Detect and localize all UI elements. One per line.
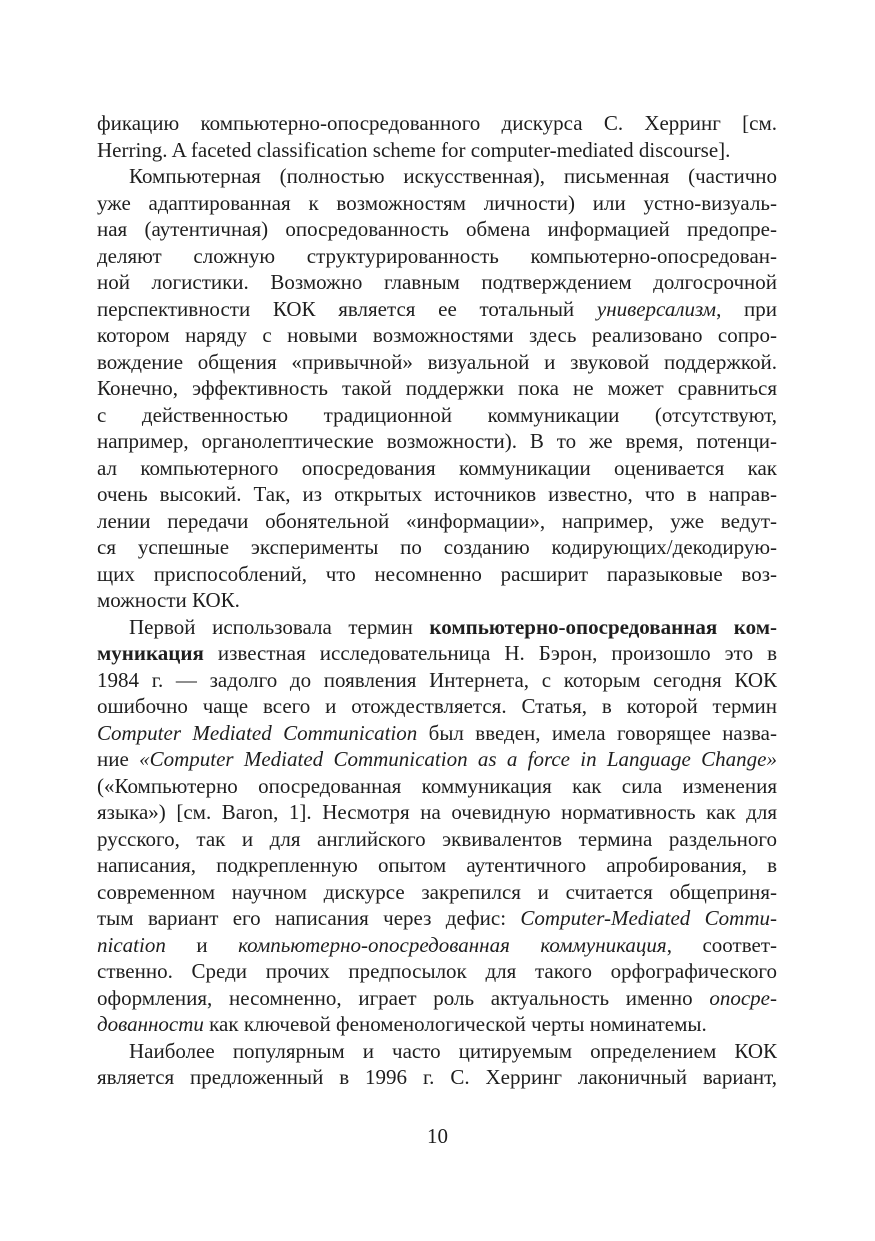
text-run: и <box>165 932 239 957</box>
text-line <box>97 243 777 270</box>
text-run: , соответ- <box>666 932 777 957</box>
text-line <box>97 1011 777 1038</box>
text-line <box>97 614 777 641</box>
text-run: ние <box>97 747 140 771</box>
text-run: котором наряду с новыми возможностями здесь реализовано сопро- <box>97 323 777 347</box>
text-run: ственно. Среди прочих предпосылок для такого орфографического <box>97 959 777 983</box>
text-run: ная (аутентичная) опосредованность обмена информацией предопре- <box>97 217 777 241</box>
text-line <box>97 349 777 376</box>
text-line <box>97 269 777 296</box>
text-line <box>97 826 777 853</box>
text-run: фикацию компьютерно-опосредованного дискурса С. Херринг [см. <box>97 111 777 135</box>
body-text <box>97 110 777 1091</box>
paragraph-definition <box>97 1038 777 1091</box>
text-line <box>97 852 777 879</box>
text-line <box>97 296 777 323</box>
text-run: Herring. A faceted classification scheme for computer-mediated discourse]. <box>97 137 731 162</box>
text-line <box>97 402 777 429</box>
text-line <box>97 879 777 906</box>
text-run: 1984 г. — задолго до появления Интернета, с которым сегодня КОК <box>97 667 777 692</box>
text-run: очень высокий. Так, из открытых источников известно, что в направ- <box>97 482 777 506</box>
text-run: перспективности КОК является ее тотальный <box>97 296 597 321</box>
text-run: ся успешные эксперименты по созданию кодирующих/декодирую- <box>97 535 777 559</box>
text-run: щих приспособлений, что несомненно расширит паразыковые воз- <box>97 561 777 586</box>
text-line <box>97 640 777 667</box>
italic-text: опосре- <box>709 985 777 1010</box>
text-line <box>97 985 777 1012</box>
text-line <box>97 190 777 217</box>
page-number: 10 <box>427 1124 448 1148</box>
text-line <box>97 534 777 561</box>
text-run: оформления, несомненно, играет роль актуальность именно <box>97 985 710 1010</box>
text-run: лении передачи обонятельной «информации», например, уже ведут- <box>97 508 777 533</box>
text-run: Компьютерная (полностью искусственная), письменная (частично <box>129 164 777 188</box>
text-run: тым вариант его написания через дефис: <box>97 906 521 930</box>
text-run: можности КОК. <box>97 588 240 612</box>
italic-text: «Computer Mediated Communication as a force in Language Change» <box>139 747 777 771</box>
text-run: уже адаптированная к возможностям личности) или устно-визуаль- <box>97 190 777 215</box>
text-run: Наиболее популярным и часто цитируемым определением КОК <box>129 1038 777 1063</box>
text-run: известная исследовательница Н. Бэрон, произошло это в <box>203 641 777 665</box>
text-run: деляют сложную структурированность компьютерно-опосредован- <box>97 243 777 268</box>
text-run: Первой использовала термин <box>129 614 430 639</box>
italic-text: nication <box>97 932 166 957</box>
text-run: написания, подкрепленную опытом аутентичного апробирования, в <box>97 853 777 877</box>
text-line <box>97 322 777 349</box>
text-line <box>97 110 777 137</box>
text-run: русского, так и для английского эквивалентов термина раздельного <box>97 826 777 851</box>
text-line <box>97 375 777 402</box>
bold-term: компьютерно-опосредованная ком- <box>429 614 777 639</box>
text-line <box>97 1064 777 1091</box>
italic-text: дованности <box>97 1012 204 1036</box>
text-line <box>97 746 777 773</box>
italic-text: универсализм <box>596 296 717 321</box>
text-run: с действенностью традиционной коммуникации (отсутствуют, <box>97 402 777 427</box>
paragraph-continuation <box>97 110 777 163</box>
text-line <box>97 667 777 694</box>
text-run: Конечно, эффективность такой поддержки пока не может сравниться <box>97 376 777 400</box>
text-run: языка») [см. Baron, 1]. Несмотря на очевидную нормативность как для <box>97 800 777 824</box>
text-run: ной логистики. Возможно главным подтверждением долгосрочной <box>97 270 777 294</box>
text-line <box>97 932 777 959</box>
text-line <box>97 958 777 985</box>
text-run: , при <box>716 296 777 321</box>
text-line <box>97 163 777 190</box>
text-line <box>97 137 777 164</box>
text-line <box>97 693 777 720</box>
paragraph-universalism <box>97 163 777 614</box>
text-run: вождение общения «привычной» визуальной и звуковой поддержкой. <box>97 349 777 374</box>
text-line <box>97 561 777 588</box>
text-line <box>97 720 777 747</box>
text-line <box>97 905 777 932</box>
text-run: был введен, имела говорящее назва- <box>417 720 778 745</box>
text-line <box>97 455 777 482</box>
text-run: («Компьютерно опосредованная коммуникация как сила изменения <box>97 773 777 798</box>
text-run: например, органолептические возможности). В то же время, потенци- <box>97 429 777 453</box>
text-run: как ключевой феноменологической черты номинатемы. <box>203 1012 707 1036</box>
text-line <box>97 428 777 455</box>
italic-text: компьютерно-опосредованная коммуникация <box>238 932 667 957</box>
text-line <box>97 508 777 535</box>
text-line <box>97 773 777 800</box>
text-run: современном научном дискурсе закрепился и считается общеприня- <box>97 879 777 904</box>
italic-text: Computer-Mediated Commu- <box>520 906 777 930</box>
text-line <box>97 481 777 508</box>
bold-term: муникация <box>97 641 204 665</box>
text-line <box>97 216 777 243</box>
text-line <box>97 799 777 826</box>
text-run: ал компьютерного опосредования коммуникации оценивается как <box>97 455 777 480</box>
italic-text: Computer Mediated Communication <box>97 720 418 745</box>
paragraph-term-origin <box>97 614 777 1038</box>
text-line <box>97 1038 777 1065</box>
text-run: является предложенный в 1996 г. С. Херринг лаконичный вариант, <box>97 1065 777 1089</box>
text-line <box>97 587 777 614</box>
text-run: ошибочно чаще всего и отождествляется. Статья, в которой термин <box>97 694 777 718</box>
